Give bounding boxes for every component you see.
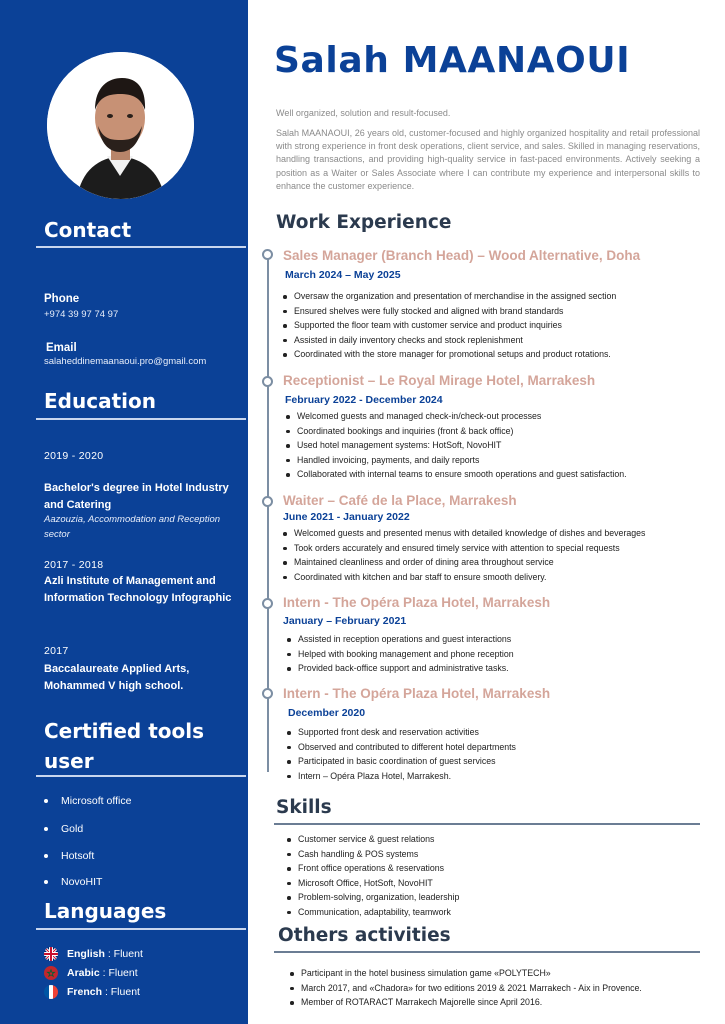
- list-item: Supported the floor team with customer service and product inquiries: [283, 318, 703, 333]
- list-item: Assisted in daily inventory checks and stock replenishment: [283, 333, 703, 348]
- education-divider: [36, 418, 246, 420]
- skills-list: [287, 832, 707, 920]
- list-item: Cash handling & POS systems: [287, 847, 707, 862]
- job-title: Waiter – Café de la Place, Marrakesh: [283, 493, 517, 508]
- education-years: 2019 - 2020: [44, 450, 104, 462]
- list-item: March 2017, and «Chadora» for two editions 2019 & 2021 Marrakech - Aix in Provence.: [290, 981, 710, 996]
- bullet-icon: [44, 880, 48, 884]
- job-date: February 2022 - December 2024: [285, 394, 443, 406]
- bullet-icon: [44, 854, 48, 858]
- list-item: Welcomed guests and managed check-in/check-out processes: [286, 409, 706, 424]
- education-detail: Aazouzia, Accommodation and Reception sector: [44, 514, 221, 540]
- job-title: Sales Manager (Branch Head) – Wood Alternative, Doha: [283, 248, 641, 263]
- list-item: Communication, adaptability, teamwork: [287, 905, 707, 920]
- job-date: January – February 2021: [283, 615, 407, 627]
- email-label: Email: [46, 342, 77, 354]
- language-item: Arabic : Fluent: [44, 966, 138, 980]
- education-title: Bachelor's degree in Hotel Industry and Catering: [44, 482, 229, 511]
- education-title: Baccalaureate Applied Arts, Mohammed V high school.: [44, 663, 190, 692]
- list-item: Maintained cleanliness and order of dining area throughout service: [283, 555, 703, 570]
- list-item: Took orders accurately and ensured timely service with attention to special requests: [283, 541, 703, 556]
- contact-heading: Contact: [44, 218, 132, 242]
- bullet-icon: [44, 799, 48, 803]
- list-item: Coordinated with the store manager for promotional setups and product rotations.: [283, 347, 703, 362]
- job-date: March 2024 – May 2025: [285, 269, 401, 281]
- list-item: Observed and contributed to different hotel departments: [287, 740, 707, 755]
- timeline-node-icon: [262, 496, 273, 507]
- tool-item: Microsoft office: [44, 795, 131, 807]
- activities-list: [290, 966, 710, 1010]
- tagline: Well organized, solution and result-focused.: [276, 108, 451, 118]
- languages-divider: [36, 928, 246, 930]
- list-item: Member of ROTARACT Marrakech Majorelle since April 2016.: [290, 995, 710, 1010]
- uk-flag-icon: [44, 947, 58, 961]
- education-title: Azli Institute of Management and Information Technology Infographic: [44, 575, 232, 604]
- job-duties: [283, 526, 703, 584]
- job-title: Intern - The Opéra Plaza Hotel, Marrakesh: [283, 686, 551, 701]
- tool-item: NovoHIT: [44, 876, 102, 888]
- tool-item: Gold: [44, 823, 83, 835]
- job-date: December 2020: [288, 707, 366, 719]
- job-date: June 2021 - January 2022: [283, 511, 410, 523]
- job-duties: [287, 632, 707, 676]
- list-item: Supported front desk and reservation activities: [287, 725, 707, 740]
- list-item: Participant in the hotel business simulation game «POLYTECH»: [290, 966, 710, 981]
- phone-value[interactable]: +974 39 97 74 97: [44, 309, 119, 320]
- skills-divider: [274, 823, 700, 825]
- education-heading: Education: [44, 389, 156, 413]
- list-item: Collaborated with internal teams to ensure smooth operations and guest satisfaction.: [286, 467, 706, 482]
- list-item: Oversaw the organization and presentation of merchandise in the assigned section: [283, 289, 703, 304]
- france-flag-icon: [44, 985, 58, 999]
- list-item: Customer service & guest relations: [287, 832, 707, 847]
- tool-item: Hotsoft: [44, 850, 94, 862]
- morocco-flag-icon: [44, 966, 58, 980]
- job-duties: [287, 725, 707, 783]
- education-years: 2017 - 2018: [44, 559, 104, 571]
- candidate-name: Salah MAANAOUI: [274, 40, 631, 81]
- education-years: 2017: [44, 645, 69, 657]
- tools-heading: Certified tools user: [44, 719, 204, 773]
- list-item: Problem-solving, organization, leadership: [287, 890, 707, 905]
- list-item: Coordinated with kitchen and bar staff to ensure smooth delivery.: [283, 570, 703, 585]
- language-item: English : Fluent: [44, 947, 143, 961]
- language-item: French : Fluent: [44, 985, 140, 999]
- job-duties: [283, 289, 703, 362]
- contact-divider: [36, 246, 246, 248]
- list-item: Intern – Opéra Plaza Hotel, Marrakesh.: [287, 769, 707, 784]
- list-item: Provided back-office support and administrative tasks.: [287, 661, 707, 676]
- list-item: Welcomed guests and presented menus with detailed knowledge of dishes and beverages: [283, 526, 703, 541]
- job-title: Receptionist – Le Royal Mirage Hotel, Marrakesh: [283, 373, 596, 388]
- timeline-node-icon: [262, 688, 273, 699]
- others-activities-heading: Others activities: [278, 925, 451, 946]
- work-experience-heading: Work Experience: [276, 212, 452, 233]
- list-item: Microsoft Office, HotSoft, NovoHIT: [287, 876, 707, 891]
- list-item: Participated in basic coordination of guest services: [287, 754, 707, 769]
- sidebar: [0, 0, 248, 1024]
- list-item: Helped with booking management and phone reception: [287, 647, 707, 662]
- bullet-icon: [44, 827, 48, 831]
- tools-divider: [36, 775, 246, 777]
- email-value[interactable]: salaheddinemaanaoui.pro@gmail.com: [44, 356, 207, 367]
- list-item: Front office operations & reservations: [287, 861, 707, 876]
- profile-summary: Salah MAANAOUI, 26 years old, customer-focused and highly organized hospitality and retail professional with strong experience in front desk operations, client service, and sales. Skilled in managing reservations, handling transactions, and providing high-quality service in fast-paced environments. Actively seeking a position as a Waiter or Sales Associate where I can contribute my experience and interpersonal skills to enhance the customer experience.: [276, 128, 700, 191]
- list-item: Handled invoicing, payments, and daily reports: [286, 453, 706, 468]
- timeline-node-icon: [262, 376, 273, 387]
- others-divider: [274, 951, 700, 953]
- list-item: Ensured shelves were fully stocked and aligned with brand standards: [283, 304, 703, 319]
- job-duties: [286, 409, 706, 482]
- list-item: Coordinated bookings and inquiries (front & back office): [286, 424, 706, 439]
- timeline-node-icon: [262, 598, 273, 609]
- timeline-node-icon: [262, 249, 273, 260]
- skills-heading: Skills: [276, 797, 332, 818]
- languages-heading: Languages: [44, 899, 167, 923]
- list-item: Assisted in reception operations and guest interactions: [287, 632, 707, 647]
- job-title: Intern - The Opéra Plaza Hotel, Marrakesh: [283, 595, 551, 610]
- phone-label: Phone: [44, 293, 80, 305]
- profile-photo: [47, 52, 194, 199]
- list-item: Used hotel management systems: HotSoft, NovoHIT: [286, 438, 706, 453]
